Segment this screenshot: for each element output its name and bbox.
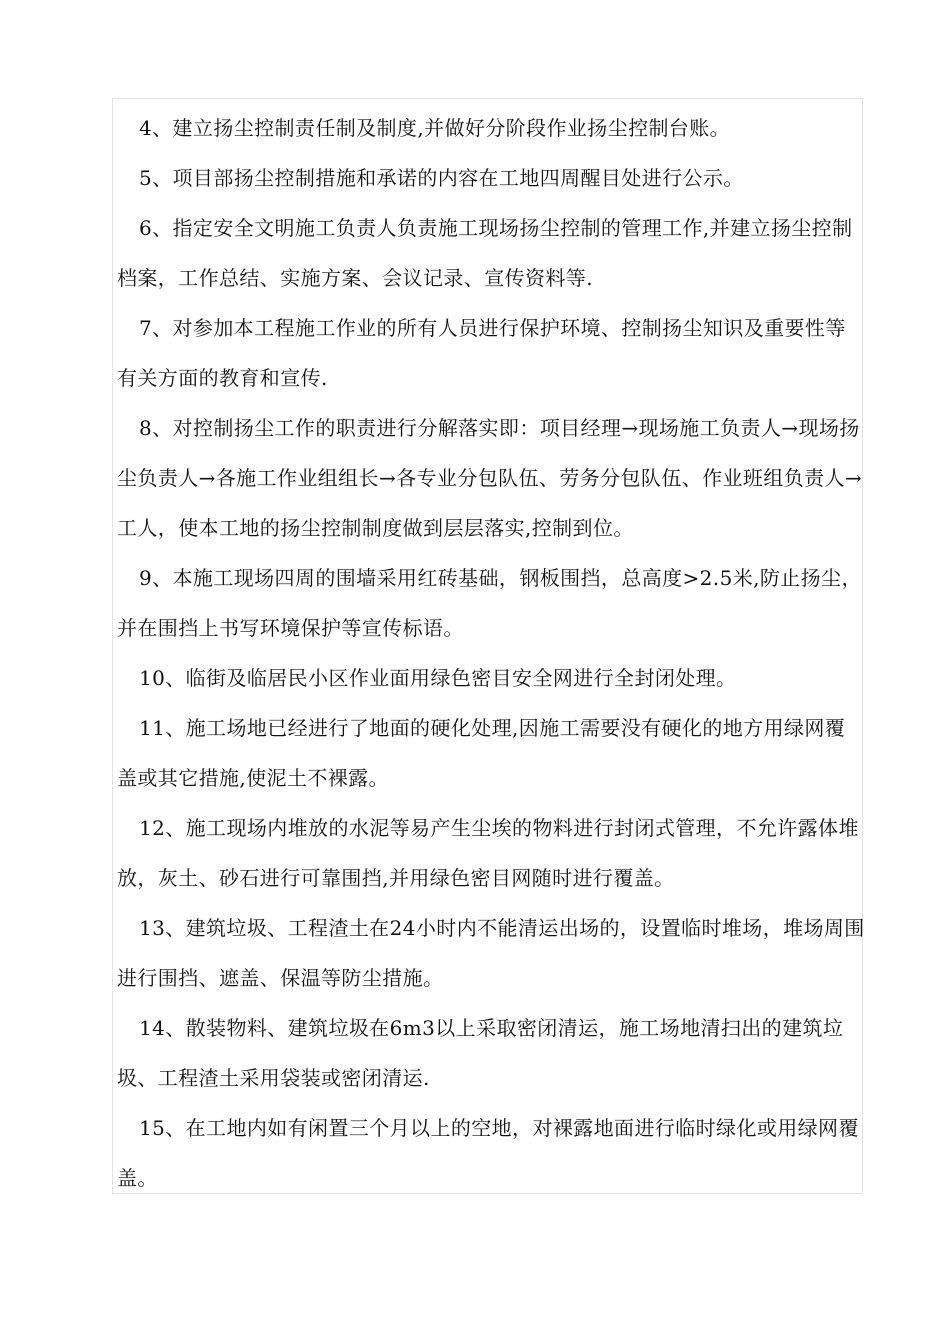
measure-item-9: 9、本施工现场四周的围墙采用红砖基础，钢板围挡，总高度>2.5米,防止扬尘，并在围挡上书写环境保护等宣传标语。 (117, 566, 862, 640)
measure-item-13: 13、建筑垃圾、工程渣土在24小时内不能清运出场的，设置临时堆场，堆场周围进行围挡、遮盖、保温等防尘措施。 (117, 916, 865, 990)
measure-item-10: 10、临街及临居民小区作业面用绿色密目安全网进行全封闭处理。 (139, 666, 737, 690)
document-page-frame (112, 98, 863, 1194)
measure-item-11: 11、施工场地已经进行了地面的硬化处理,因施工需要没有硬化的地方用绿网覆盖或其它措施,使泥土不裸露。 (117, 716, 846, 790)
measure-item-15: 15、在工地内如有闲置三个月以上的空地，对裸露地面进行临时绿化或用绿网覆盖。 (117, 1116, 859, 1190)
measure-item-8: 8、对控制扬尘工作的职责进行分解落实即：项目经理→现场施工负责人→现场扬尘负责人→各施工作业组组长→各专业分包队伍、劳务分包队伍、作业班组负责人→工人，使本工地的扬尘控制制度做到层层落实,控制到位。 (117, 416, 863, 540)
measure-item-4: 4、建立扬尘控制责任制及制度,并做好分阶段作业扬尘控制台账。 (139, 116, 731, 140)
measure-list (117, 103, 865, 1203)
measure-item-7: 7、对参加本工程施工作业的所有人员进行保护环境、控制扬尘知识及重要性等有关方面的教育和宣传. (117, 316, 846, 390)
measure-item-14: 14、散装物料、建筑垃圾在6m3以上采取密闭清运，施工场地清扫出的建筑垃圾、工程渣土采用袋装或密闭清运. (117, 1016, 844, 1090)
measure-item-12: 12、施工现场内堆放的水泥等易产生尘埃的物料进行封闭式管理，不允许露体堆放，灰土、砂石进行可靠围挡,并用绿色密目网随时进行覆盖。 (117, 816, 859, 890)
measure-item-6: 6、指定安全文明施工负责人负责施工现场扬尘控制的管理工作,并建立扬尘控制档案，工作总结、实施方案、会议记录、宣传资料等. (117, 216, 853, 290)
measure-item-5: 5、项目部扬尘控制措施和承诺的内容在工地四周醒目处进行公示。 (139, 166, 744, 190)
